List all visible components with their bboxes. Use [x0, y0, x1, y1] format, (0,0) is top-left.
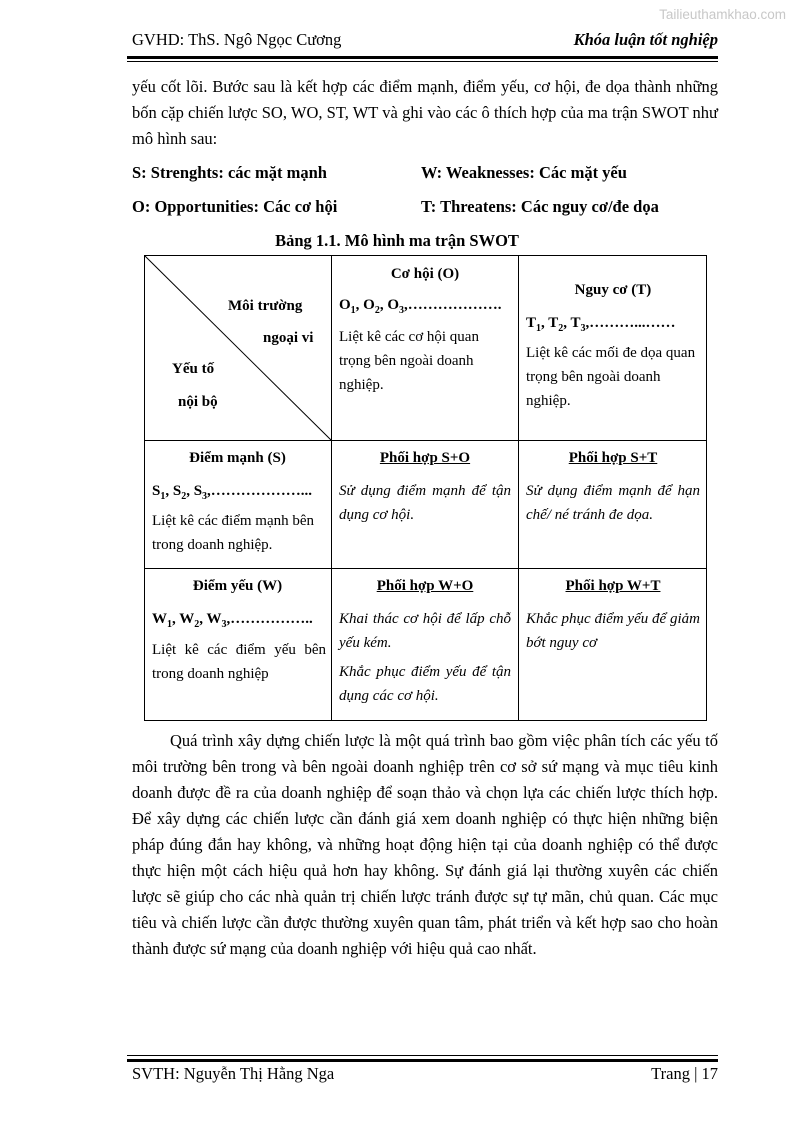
header-rule-thick: [127, 56, 718, 59]
st-desc: Sử dụng điểm mạnh để hạn chế/ né tránh đe dọa.: [526, 483, 700, 523]
threat-desc: Liệt kê các mối đe dọa quan trọng bên ngoài doanh nghiệp.: [526, 345, 696, 409]
corner-external-label-2: ngoại vi: [263, 330, 314, 346]
weakness-desc: Liệt kê các điểm yếu bên trong doanh nghiệp: [152, 642, 326, 682]
strength-title: Điểm mạnh (S): [189, 450, 286, 466]
so-title: Phối hợp S+O: [379, 450, 471, 466]
strength-list: $S_1$, $S_2$, $S_3,\dots\dots\dots\dots\dots\dots$...: [152, 483, 313, 502]
legend-t: T: Threatens: Các nguy cơ/đe dọa: [421, 197, 659, 216]
opportunity-list: $O_1$, $O_2$, $O_3,\dots\dots\dots\dots\dots\dots$.: [339, 297, 502, 316]
swot-matrix: [144, 255, 707, 721]
page-number: Trang | 17: [651, 1064, 718, 1083]
opportunity-title: Cơ hội (O): [390, 266, 460, 282]
intro-paragraph: yếu cốt lõi. Bước sau là kết hợp các điểm mạnh, điểm yếu, cơ hội, đe dọa thành những bốn cặp chiến lược SO, WO, ST, WT và ghi vào các ô thích hợp của ma trận SWOT như mô hình sau:: [132, 77, 718, 148]
page-footer: [132, 1064, 718, 1084]
wo-desc-1: Khai thác cơ hội để lấp chỗ yếu kém.: [339, 611, 511, 651]
weakness-list: $W_1$, $W_2$, $W_3,\dots\dots\dots\dots\dots$..: [152, 611, 313, 630]
threat-title: Nguy cơ (T): [574, 282, 652, 298]
corner-internal-label-1: Yếu tố: [172, 361, 215, 377]
wo-title: Phối hợp W+O: [376, 578, 474, 594]
wt-title: Phối hợp W+T: [565, 578, 661, 594]
wo-desc-2: Khắc phục điểm yếu để tận dụng các cơ hội.: [339, 664, 511, 704]
footer-rule-thin: [127, 1055, 718, 1056]
header-rule-thin: [127, 61, 718, 62]
legend-s: S: Strenghts: các mặt mạnh: [132, 163, 327, 182]
watermark: Tailieuthamkhao.com: [659, 7, 786, 22]
footer-rule-thick: [127, 1059, 718, 1062]
threat-list: $T_1$, $T_2$, $T_3,\dots\dots\dots...\dots\dots$: [526, 315, 676, 334]
footer-author: SVTH: Nguyễn Thị Hằng Nga: [132, 1064, 335, 1083]
opportunity-desc: Liệt kê các cơ hội quan trọng bên ngoài doanh nghiệp.: [339, 329, 479, 393]
page-header: [132, 30, 718, 52]
legend-w: W: Weaknesses: Các mặt yếu: [421, 163, 627, 182]
header-advisor: GVHD: ThS. Ngô Ngọc Cương: [132, 30, 342, 49]
corner-internal-label-2: nội bộ: [178, 394, 218, 410]
legend-o: O: Opportunities: Các cơ hội: [132, 197, 338, 216]
table-caption: Bảng 1.1. Mô hình ma trận SWOT: [275, 231, 519, 250]
st-title: Phối hợp S+T: [568, 450, 658, 466]
wt-desc: Khắc phục điểm yếu để giảm bớt nguy cơ: [526, 611, 700, 651]
corner-external-label-1: Môi trường: [228, 298, 303, 314]
weakness-title: Điểm yếu (W): [192, 578, 283, 594]
so-desc: Sử dụng điểm mạnh để tận dụng cơ hội.: [339, 483, 511, 523]
strength-desc: Liệt kê các điểm mạnh bên trong doanh nghiệp.: [152, 513, 315, 553]
body-paragraph: Quá trình xây dựng chiến lược là một quá trình bao gồm việc phân tích các yếu tố môi trường bên trong và bên ngoài doanh nghiệp trên cơ sở sứ mạng và mục tiêu kinh doanh được đề ra của doanh nghiệp để soạn thảo và chọn lựa các chiến lược thích hợp. Để xây dựng các chiến lược cần đánh giá xem doanh nghiệp có thực hiện những biện pháp đúng đắn hay không, và những hoạt động hiện tại của doanh nghiệp có thể được thực hiện một cách hiệu quả hơn hay không. Sự đánh giá lại thường xuyên các chiến lược sẽ giúp cho các nhà quản trị chiến lược tránh được sự tự mãn, chủ quan. Các mục tiêu và chiến lược cần được thường xuyên quan tâm, phát triển và kết hợp sao cho hoàn thành được sứ mạng của doanh nghiệp với hiệu quả cao nhất.: [132, 731, 718, 958]
header-title: Khóa luận tốt nghiệp: [573, 30, 718, 49]
